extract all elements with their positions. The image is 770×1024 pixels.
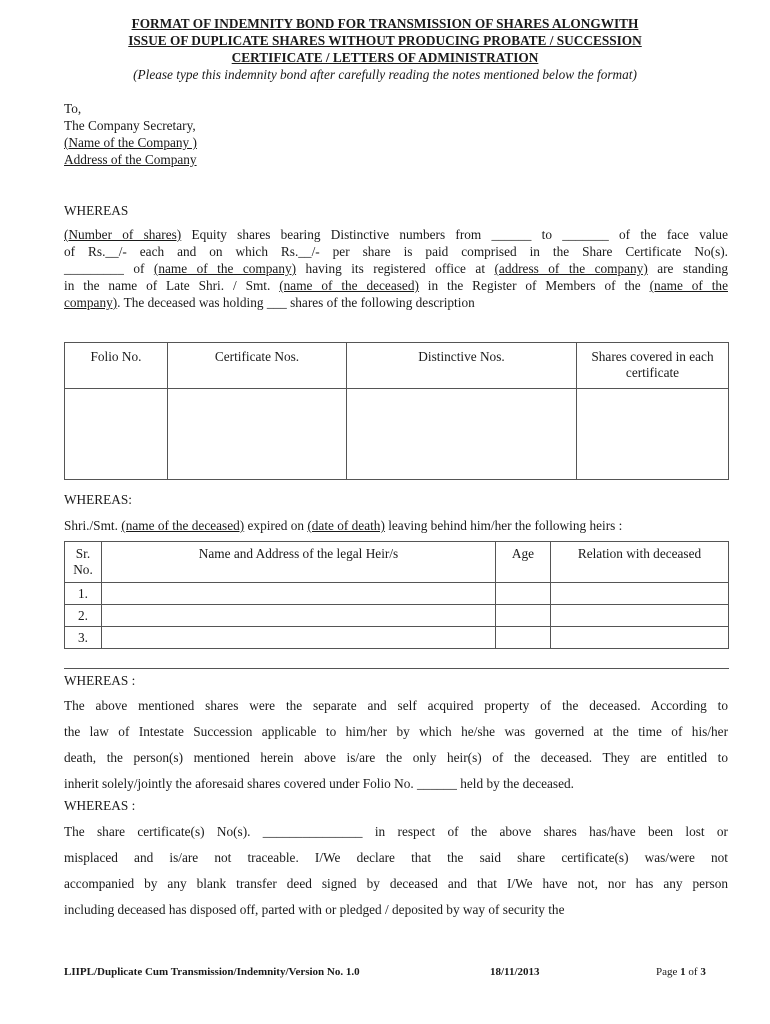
table-row [65, 389, 729, 480]
relation-cell[interactable] [551, 583, 729, 605]
age-cell[interactable] [496, 583, 551, 605]
relation-cell[interactable] [551, 627, 729, 649]
shares-covered-cell[interactable] [577, 389, 729, 480]
section4-heading: WHEREAS : [64, 798, 136, 813]
folio-cell[interactable] [65, 389, 168, 480]
deceased-name-placeholder: (name of the deceased) [279, 278, 419, 293]
sr-no-cell: 1. [65, 583, 102, 605]
address-recipient: The Company Secretary, [64, 118, 196, 133]
section2-heading: WHEREAS: [64, 492, 132, 507]
sr-no-cell: 2. [65, 605, 102, 627]
section1-paragraph: (Number of shares) Equity shares bearing Distinctive numbers from ______ to _______ of the face value of Rs.__/- each and on which Rs.__/- per share is paid comprised in the Share Certificate No(s). _________ of (name of the company) having its registered office at (address of the company) are standing in the name of Late Shri. / Smt. (name of the deceased) in the Register of Members of the (name of the company). The deceased was holding ___ shares of the following description [64, 227, 729, 310]
deceased-name-placeholder: (name of the deceased) [121, 518, 245, 533]
sr-no-cell: 3. [65, 627, 102, 649]
date-of-death-placeholder: (date of death) [307, 518, 385, 533]
section1-heading: WHEREAS [64, 203, 129, 218]
heir-name-cell[interactable] [102, 605, 496, 627]
col-distinctive-nos: Distinctive Nos. [347, 343, 577, 389]
section4-paragraph: The share certificate(s) No(s). _______________ in respect of the above shares has/have been lost or misplaced and is/are not traceable. I/We declare that the said share certificate(s) was/were not accompanied by any blank transfer deed signed by deceased and that I/We have not, nor has any person including deceased has disposed off, parted with or pledged / deposited by way of security the [64, 824, 728, 917]
table-row [65, 605, 729, 627]
shares-description-table [64, 342, 729, 480]
distinctive-cell[interactable] [347, 389, 577, 480]
legal-heirs-table [64, 541, 729, 649]
col-certificate-nos: Certificate Nos. [168, 343, 347, 389]
doc-title-line-1: FORMAT OF INDEMNITY BOND FOR TRANSMISSION OF SHARES ALONGWITH [131, 16, 639, 31]
doc-title-line-3: CERTIFICATE / LETTERS OF ADMINISTRATION [231, 50, 539, 65]
doc-title-line-2: ISSUE OF DUPLICATE SHARES WITHOUT PRODUCING PROBATE / SUCCESSION [128, 33, 642, 48]
table-row [65, 583, 729, 605]
doc-subtitle: (Please type this indemnity bond after carefully reading the notes mentioned below the format) [133, 67, 637, 82]
section3-heading: WHEREAS : [64, 673, 136, 688]
heir-name-cell[interactable] [102, 583, 496, 605]
footer-date: 18/11/2013 [490, 966, 540, 978]
col-folio-no: Folio No. [65, 343, 168, 389]
col-age: Age [496, 542, 551, 583]
number-of-shares-placeholder: (Number of shares) [64, 227, 182, 242]
col-relation: Relation with deceased [551, 542, 729, 583]
divider [64, 668, 729, 669]
certificate-cell[interactable] [168, 389, 347, 480]
age-cell[interactable] [496, 605, 551, 627]
relation-cell[interactable] [551, 605, 729, 627]
footer-page-number: Page 1 of 3 [656, 966, 706, 978]
col-name-address: Name and Address of the legal Heir/s [102, 542, 496, 583]
company-name-placeholder: (name of the company) [153, 261, 297, 276]
company-address-placeholder: (address of the company) [494, 261, 648, 276]
section2-text: Shri./Smt. (name of the deceased) expired on (date of death) leaving behind him/her the following heirs : [64, 518, 623, 533]
address-company-name: (Name of the Company ) [64, 135, 197, 150]
section3-paragraph: The above mentioned shares were the separate and self acquired property of the deceased. According to the law of Intestate Succession applicable to him/her by which he/she was governed at the time of his/her death, the person(s) mentioned herein above is/are the only heir(s) of the deceased. They are entitled to inherit solely/jointly the aforesaid shares covered under Folio No. ______ held by the deceased. [64, 698, 728, 791]
col-sr-no: Sr. No. [65, 542, 102, 583]
col-shares-covered: Shares covered in each certificate [577, 343, 729, 389]
age-cell[interactable] [496, 627, 551, 649]
address-company-address: Address of the Company [64, 152, 197, 167]
address-to: To, [64, 101, 82, 116]
table-row [65, 627, 729, 649]
footer-doc-reference: LIIPL/Duplicate Cum Transmission/Indemnity/Version No. 1.0 [64, 966, 360, 978]
heir-name-cell[interactable] [102, 627, 496, 649]
